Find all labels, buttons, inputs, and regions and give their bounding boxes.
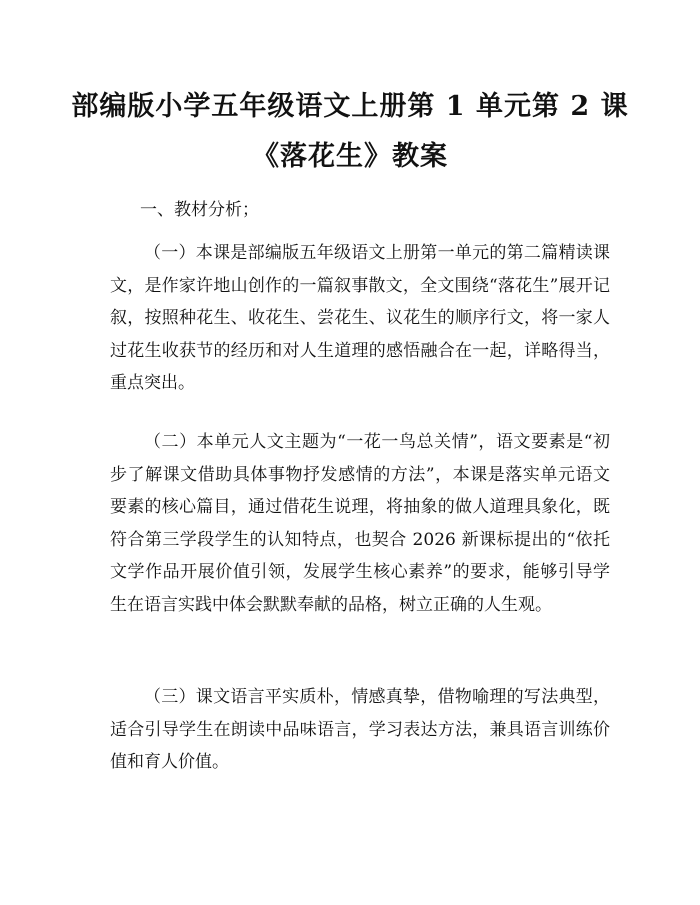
paragraph-1: （一）本课是部编版五年级语文上册第一单元的第二篇精读课文，是作家许地山创作的一篇叙事散文，全文围绕“落花生”展开记叙，按照种花生、收花生、尝花生、议花生的顺序行文，将一家人过花生收获节的经历和对人生道理的感悟融合在一起，详略得当，重点突出。 — [110, 243, 610, 393]
paragraph-3: （三）课文语言平实质朴，情感真挚，借物喻理的写法典型，适合引导学生在朗读中品味语言，学习表达方法，兼具语言训练价值和育人价值。 — [110, 687, 610, 772]
section-heading: 一、教材分析； — [140, 200, 259, 220]
paragraph-2: （二）本单元人文主题为“一花一鸟总关情”，语文要素是“初步了解课文借助具体事物抒发感情的方法”，本课是落实单元语文要素的核心篇目，通过借花生说理，将抽象的做人道理具象化，既符合第三学段学生的认知特点，也契合 2026 新课标提出的“依托文学作品开展价值引领，发展学生核心素养”的要求，能够引导学生在语言实践中体会默默奉献的品格，树立正确的人生观。 — [110, 432, 610, 615]
document-title-line-1: 部编版小学五年级语文上册第 1 单元第 2 课 — [71, 91, 629, 122]
document-title-line-2: 《落花生》教案 — [252, 141, 448, 172]
